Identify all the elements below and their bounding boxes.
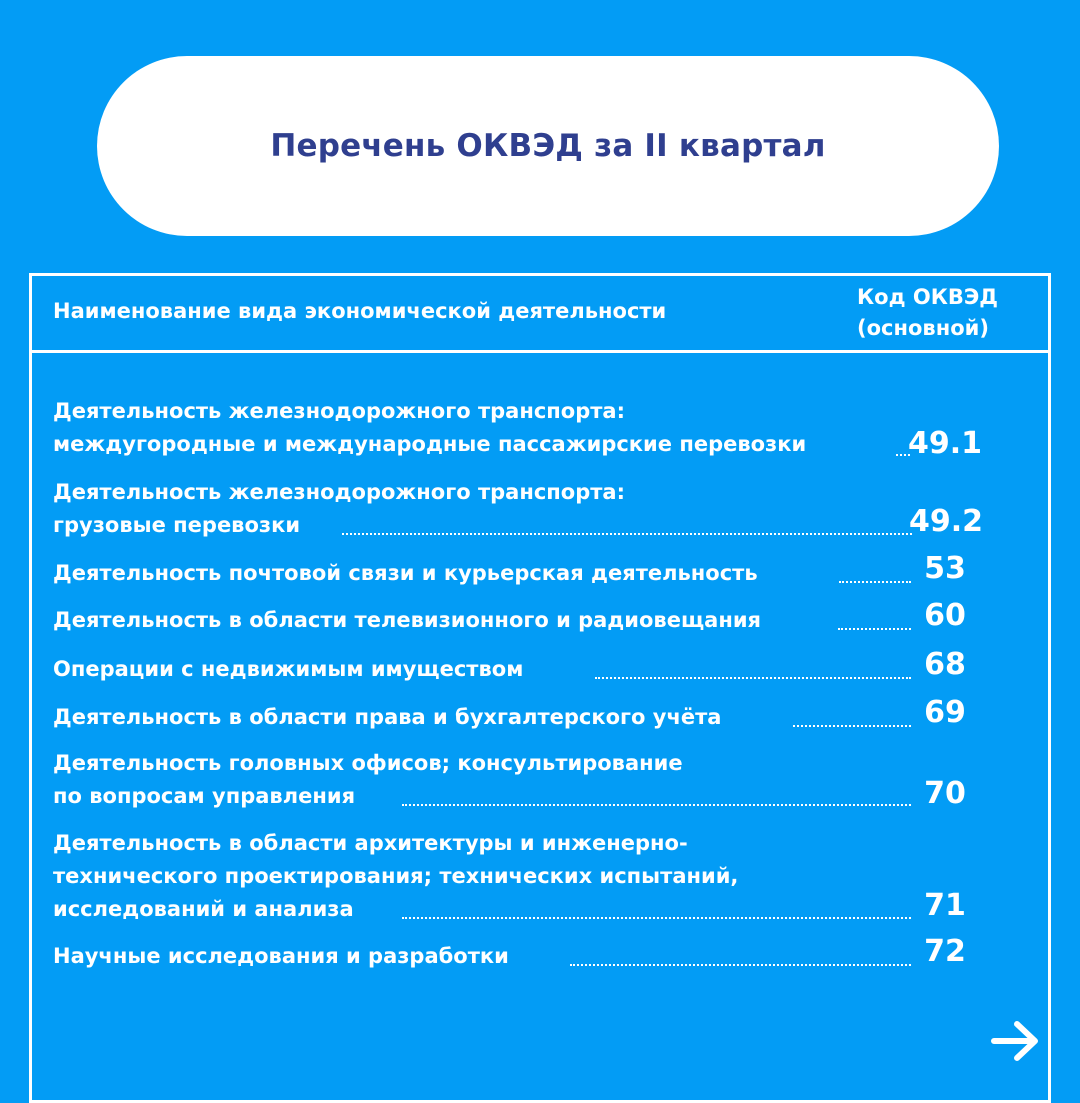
dotted-leader bbox=[402, 917, 911, 919]
row-name-line: Деятельность в области архитектуры и инженерно- bbox=[53, 831, 688, 855]
table-row bbox=[53, 557, 913, 590]
row-name-line: Деятельность железнодорожного транспорта: bbox=[53, 480, 625, 504]
row-name-line: Деятельность в области права и бухгалтерского учёта bbox=[53, 705, 722, 729]
row-name-line: Операции с недвижимым имуществом bbox=[53, 657, 524, 681]
row-name-line: Деятельность железнодорожного транспорта: bbox=[53, 399, 625, 423]
okved-code: 60 bbox=[924, 598, 966, 633]
row-name-line: по вопросам управления bbox=[53, 784, 356, 808]
table-row bbox=[53, 701, 913, 734]
table-row bbox=[53, 395, 913, 461]
title-banner bbox=[97, 56, 999, 236]
row-name-line: Научные исследования и разработки bbox=[53, 944, 509, 968]
header-code-line1: Код ОКВЭД bbox=[857, 285, 999, 309]
okved-code: 49.1 bbox=[907, 426, 983, 461]
dotted-leader bbox=[595, 677, 911, 679]
row-name-line: грузовые перевозки bbox=[53, 513, 301, 537]
dotted-leader bbox=[793, 725, 911, 727]
okved-code: 53 bbox=[924, 551, 966, 586]
table-row bbox=[53, 604, 913, 637]
header-code-line2: (основной) bbox=[857, 316, 989, 340]
row-name-line: Деятельность головных офисов; консультирование bbox=[53, 751, 683, 775]
table-header bbox=[32, 276, 1048, 353]
row-name-line: Деятельность почтовой связи и курьерская деятельность bbox=[53, 561, 758, 585]
table-row bbox=[53, 940, 913, 973]
okved-table bbox=[29, 273, 1051, 1103]
header-code-column bbox=[857, 282, 1047, 344]
row-name-line: исследований и анализа bbox=[53, 897, 354, 921]
table-row bbox=[53, 653, 913, 686]
okved-code: 69 bbox=[924, 695, 966, 730]
header-name-column: Наименование вида экономической деятельности bbox=[53, 299, 667, 323]
okved-code: 68 bbox=[924, 647, 966, 682]
row-name-line: технического проектирования; технических испытаний, bbox=[53, 864, 739, 888]
dotted-leader bbox=[570, 964, 911, 966]
dotted-leader bbox=[342, 533, 912, 535]
arrow-right-icon[interactable] bbox=[990, 1018, 1042, 1064]
row-name-line: междугородные и международные пассажирские перевозки bbox=[53, 432, 807, 456]
okved-code: 71 bbox=[924, 888, 966, 923]
page-title: Перечень ОКВЭД за II квартал bbox=[270, 128, 826, 164]
okved-code: 70 bbox=[924, 776, 966, 811]
okved-code: 72 bbox=[924, 934, 966, 969]
okved-code: 49.2 bbox=[908, 504, 984, 539]
row-name-line: Деятельность в области телевизионного и радиовещания bbox=[53, 608, 762, 632]
table-row bbox=[53, 827, 913, 926]
dotted-leader bbox=[402, 804, 911, 806]
